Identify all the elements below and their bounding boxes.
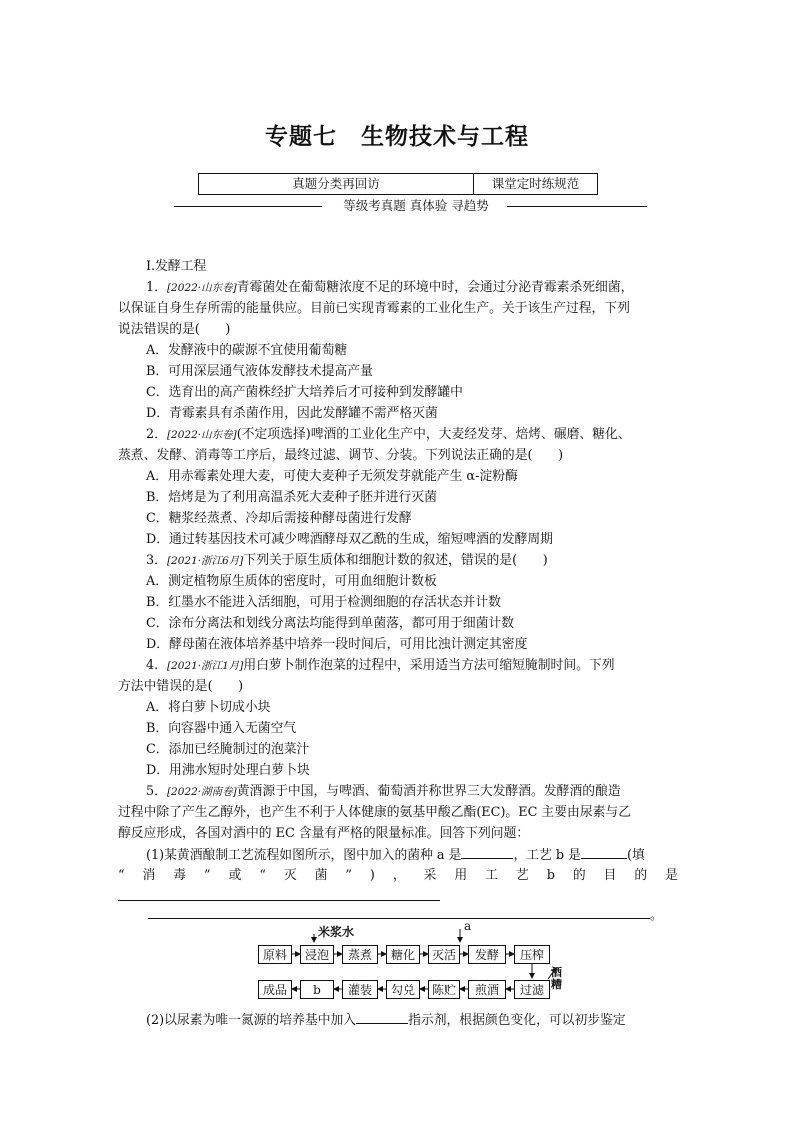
answer-blank[interactable]	[118, 886, 440, 901]
flow-step: 发酵	[468, 945, 506, 964]
flow-step: 原料	[258, 945, 292, 964]
q3-option-d: D．酵母菌在液体培养基中培养一段时间后，可用比浊计测定其密度	[146, 637, 528, 652]
subheading	[174, 197, 647, 215]
q4-stem: 4．[2021·浙江1月]用白萝卜制作泡菜的过程中，采用适当方法可缩短腌制时间。下列	[146, 658, 615, 673]
q1-option-c: C．选育出的高产菌株经扩大培养后才可接种到发酵罐中	[146, 385, 463, 400]
question-content: Ⅰ.发酵工程 1．[2022·山东卷]青霉菌处在葡萄糖浓度不足的环境中时，会通过分泌青霉素杀死细菌， 以保证自身生存所需的能量供应。目前已实现青霉素的工业化生产。关于该生产过程，下列 说法错误的是( ) A．发酵液中的碳源不宜使用葡萄糖 B．可用深层通气液体发酵技术提高产量 C．选育出的高产菌株经扩大培养后才可接种到发酵罐中 D．青霉素具有杀菌作用，因此发酵罐不需严格灭菌 2．[2022·山东卷](不定项选择)啤酒的工业化生产中，大麦经发芽、焙烤、碾磨、糖化、 蒸煮、发酵、消毒等工序后，最终过滤、调节、分装。下列说法正确的是( ) A．用赤霉素处理大麦，可使大麦种子无须发芽就能产生 α-淀粉酶 B．焙烤是为了利用高温杀死大麦种子胚并进行灭菌 C．糖浆经蒸煮、冷却后需接种酵母菌进行发酵 D．通过转基因技术可减少啤酒酵母双乙酰的生成，缩短啤酒的发酵周期 3．[2021·浙江6月]下列关于原生质体和细胞计数的叙述，错误的是( ) A．测定植物原生质体的密度时，可用血细胞计数板 B．红墨水不能进入活细胞，可用于检测细胞的存活状态并计数 C．涂布分离法和划线分离法均能得到单菌落，都可用于细菌计数 D．酵母菌在液体培养基中培养一段时间后，可用比浊计测定其密度 4．[2021·浙江1月]用白萝卜制作泡菜的过程中，采用适当方法可缩短腌制时间。下列 方法中错误的是( ) A．将白萝卜切成小块 B．向容器中通入无菌空气 C．添加已经腌制过的泡菜汁 D．用沸水短时处理白萝卜块 5．[2022·湖南卷]黄酒源于中国，与啤酒、葡萄酒并称世界三大发酵酒。发酵酒的酿造 过程中除了产生乙醇外，也产生不利于人体健康的氨基甲酸乙酯(EC)。EC 主要由尿素与乙 醇反应形成，各国对酒中的 EC 含量有严格的限量标准。回答下列问题： (1)某黄酒酿制工艺流程如图所示，图中加入的菌种 a 是 ，工艺 b 是 (填 “ 消 毒 ” 或 “ 灭 菌 ” ) ， 采 用 工 艺 b 的 目 的 是 。 米浆水 a 酒 糟 原料 浸泡 蒸煮 糖化 灭活 发酵 压榨 成品 b 灌装 勾兑 陈贮 煎酒 过滤 (2)以尿素为唯一氮源的培养基中加入 指示剂，根据颜色变化，可以初步鉴定	[118, 256, 678, 1030]
section-title: Ⅰ.发酵工程	[146, 259, 207, 274]
q2-stem: 2．[2022·山东卷](不定项选择)啤酒的工业化生产中，大麦经发芽、焙烤、碾磨、糖化、	[146, 427, 631, 442]
flow-step: 浸泡	[300, 945, 334, 964]
q3-option-a: A．测定植物原生质体的密度时，可用血细胞计数板	[146, 574, 437, 589]
q3-stem: 3．[2021·浙江6月]下列关于原生质体和细胞计数的叙述，错误的是( )	[146, 553, 548, 568]
input-label: 米浆水	[318, 925, 355, 939]
page-title: 专题七 生物技术与工程	[265, 124, 529, 150]
strain-a-label: a	[464, 919, 472, 933]
side-label: 酒 糟	[551, 966, 562, 991]
q2-option-d: D．通过转基因技术可减少啤酒酵母双乙酰的生成，缩短啤酒的发酵周期	[146, 532, 553, 547]
q3-option-b: B．红墨水不能进入活细胞，可用于检测细胞的存活状态并计数	[146, 595, 501, 610]
answer-blank[interactable]	[148, 904, 650, 919]
q1-stem: 1．[2022·山东卷]青霉菌处在葡萄糖浓度不足的环境中时，会通过分泌青霉素杀死细菌，	[146, 280, 634, 295]
q2-option-a: A．用赤霉素处理大麦，可使大麦种子无须发芽就能产生 α-淀粉酶	[146, 469, 518, 484]
flow-step: 灌装	[342, 980, 378, 999]
q2-option-b: B．焙烤是为了利用高温杀死大麦种子胚并进行灭菌	[146, 490, 437, 505]
q5-stem: 5．[2022·湖南卷]黄酒源于中国，与啤酒、葡萄酒并称世界三大发酵酒。发酵酒的酿造	[146, 784, 621, 799]
q4-option-a: A．将白萝卜切成小块	[146, 700, 271, 715]
divider-left	[174, 206, 322, 207]
subheading-text: 等级考真题 真体验 寻趋势	[343, 198, 489, 213]
answer-blank[interactable]	[581, 844, 627, 859]
q2-option-c: C．糖浆经蒸煮、冷却后需接种酵母菌进行发酵	[146, 511, 412, 526]
tab-practice[interactable]: 课堂定时练规范	[491, 176, 580, 191]
flow-step: 勾兑	[386, 980, 420, 999]
divider-right	[507, 206, 647, 207]
flow-step: 压榨	[514, 945, 550, 964]
answer-blank[interactable]	[461, 844, 513, 859]
q4-option-c: C．添加已经腌制过的泡菜汁	[146, 742, 310, 757]
flow-step: 过滤	[514, 980, 550, 999]
tab-review[interactable]: 真题分类再回访	[199, 174, 474, 194]
q1-option-d: D．青霉素具有杀菌作用，因此发酵罐不需严格灭菌	[146, 406, 438, 421]
q4-option-b: B．向容器中通入无菌空气	[146, 721, 297, 736]
q5-part2: (2)以尿素为唯一氮源的培养基中加入 指示剂，根据颜色变化，可以初步鉴定	[118, 1009, 678, 1030]
q1-option-b: B．可用深层通气液体发酵技术提高产量	[146, 364, 373, 379]
q4-option-d: D．用沸水短时处理白萝卜块	[146, 763, 310, 778]
flow-step: 煎酒	[468, 980, 506, 999]
flow-step: 灭活	[428, 945, 460, 964]
q5-part1: (1)某黄酒酿制工艺流程如图所示，图中加入的菌种 a 是 ，工艺 b 是 (填	[118, 844, 678, 865]
flow-step: 蒸煮	[342, 945, 378, 964]
flow-step: b	[300, 980, 334, 999]
process-flow-diagram	[118, 919, 678, 1009]
answer-blank[interactable]	[356, 1009, 408, 1024]
flow-step: 糖化	[386, 945, 420, 964]
q5-part1-cont: “ 消 毒 ” 或 “ 灭 菌 ” ) ， 采 用 工 艺 b 的 目 的 是	[118, 868, 678, 883]
flow-step: 成品	[258, 980, 292, 999]
flow-step: 陈贮	[428, 980, 460, 999]
tab-bar	[198, 173, 598, 195]
q3-option-c: C．涂布分离法和划线分离法均能得到单菌落，都可用于细菌计数	[146, 616, 515, 631]
q1-option-a: A．发酵液中的碳源不宜使用葡萄糖	[146, 343, 348, 358]
